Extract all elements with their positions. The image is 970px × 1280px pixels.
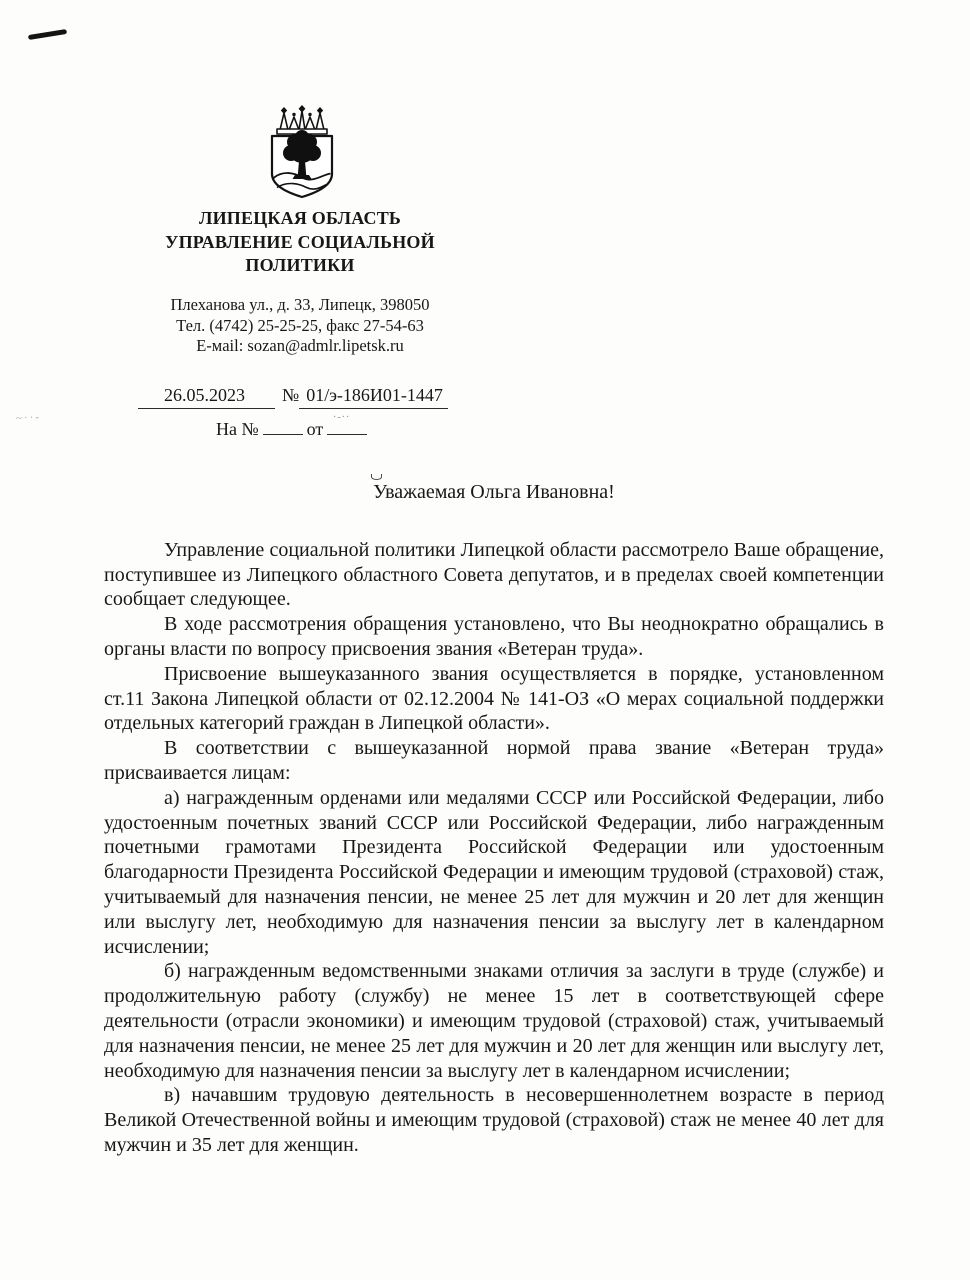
paragraph-norm: В соответствии с вышеуказанной нормой права звание «Ветеран труда» присваивается лицам: (104, 737, 884, 784)
reference-line (138, 385, 448, 409)
org-name-line-2: УПРАВЛЕНИЕ СОЦИАЛЬНОЙ (165, 231, 435, 252)
number-sign: № (282, 385, 300, 405)
scan-artifact-pencil-marks: ·‐·· (333, 412, 351, 423)
paragraph-item-a: а) награжденным орденами или медалями СССР или Российской Федерации, либо удостоенным почетных званий СССР или Российской Федерации, либо награжденным почетными грамотами Президента Российской Федерации или удостоенным благодарности Президента Российской Федерации и имеющим трудовой (страховой) стаж, учитываемый для назначения пенсии, не менее 25 лет для мужчин и 20 лет для женщин или выслугу лет, необходимую для назначения пенсии за выслугу лет в календарном исчислении; (104, 786, 884, 958)
incoming-label: На № (216, 419, 259, 439)
paragraph-item-v: в) начавшим трудовую деятельность в несовершеннолетнем возрасте в период Великой Отечественной войны и имеющим трудовой (страховой) стаж не менее 40 лет для мужчин и 35 лет для женщин. (104, 1084, 884, 1156)
incoming-date-blank (327, 421, 367, 435)
email-line: E-мail: sozan@admlr.lipetsk.ru (196, 336, 404, 355)
salutation: Уважаемая Ольга Ивановна! (373, 481, 615, 503)
contact-block (110, 295, 490, 357)
scan-artifact-scribble: ~··‐ (15, 411, 42, 425)
phone-line: Тел. (4742) 25-25-25, факс 27-54-63 (176, 315, 424, 335)
paragraph-intro: Управление социальной политики Липецкой области рассмотрело Ваше обращение, поступившее из Липецкого областного Совета депутатов, и в пределах своей компетенции сообщает следующее. (104, 538, 884, 611)
coat-of-arms-icon (261, 103, 343, 203)
org-name (110, 207, 490, 278)
incoming-reference-line (216, 419, 371, 440)
paragraph-law: Присвоение вышеуказанного звания осуществляется в порядке, установленном ст.11 Закона Липецкой области от 02.12.2004 № 141-ОЗ «О мерах социальной поддержки отдельных категорий граждан в Липецкой области». (104, 662, 884, 735)
address-line: Плеханова ул., д. 33, Липецк, 398050 (170, 295, 430, 314)
paragraph-item-b: б) награжденным ведомственными знаками отличия за заслуги в труде (службе) и продолжительную работу (службу) не менее 15 лет в соответствующей сфере деятельности (отрасли экономики) и имеющим трудовой (страховой) стаж, учитываемый для назначения пенсии, не менее 25 лет для мужчин и 20 лет для женщин или выслугу лет, необходимую для назначения пенсии за выслугу лет в календарном исчислении; (104, 960, 884, 1082)
letter-number: 01/э-186И01-1447 (299, 385, 448, 409)
org-name-line-3: ПОЛИТИКИ (245, 255, 355, 275)
scan-artifact-dash (28, 29, 67, 40)
letter-body (104, 480, 884, 1158)
paragraph-review: В ходе рассмотрения обращения установлено, что Вы неоднократно обращались в органы власти по вопросу присвоения звания «Ветеран труда». (104, 613, 884, 660)
incoming-number-blank (263, 421, 303, 435)
incoming-from-label: от (306, 419, 324, 439)
letter-date: 26.05.2023 (138, 385, 275, 409)
org-name-line-1: ЛИПЕЦКАЯ ОБЛАСТЬ (198, 208, 402, 228)
